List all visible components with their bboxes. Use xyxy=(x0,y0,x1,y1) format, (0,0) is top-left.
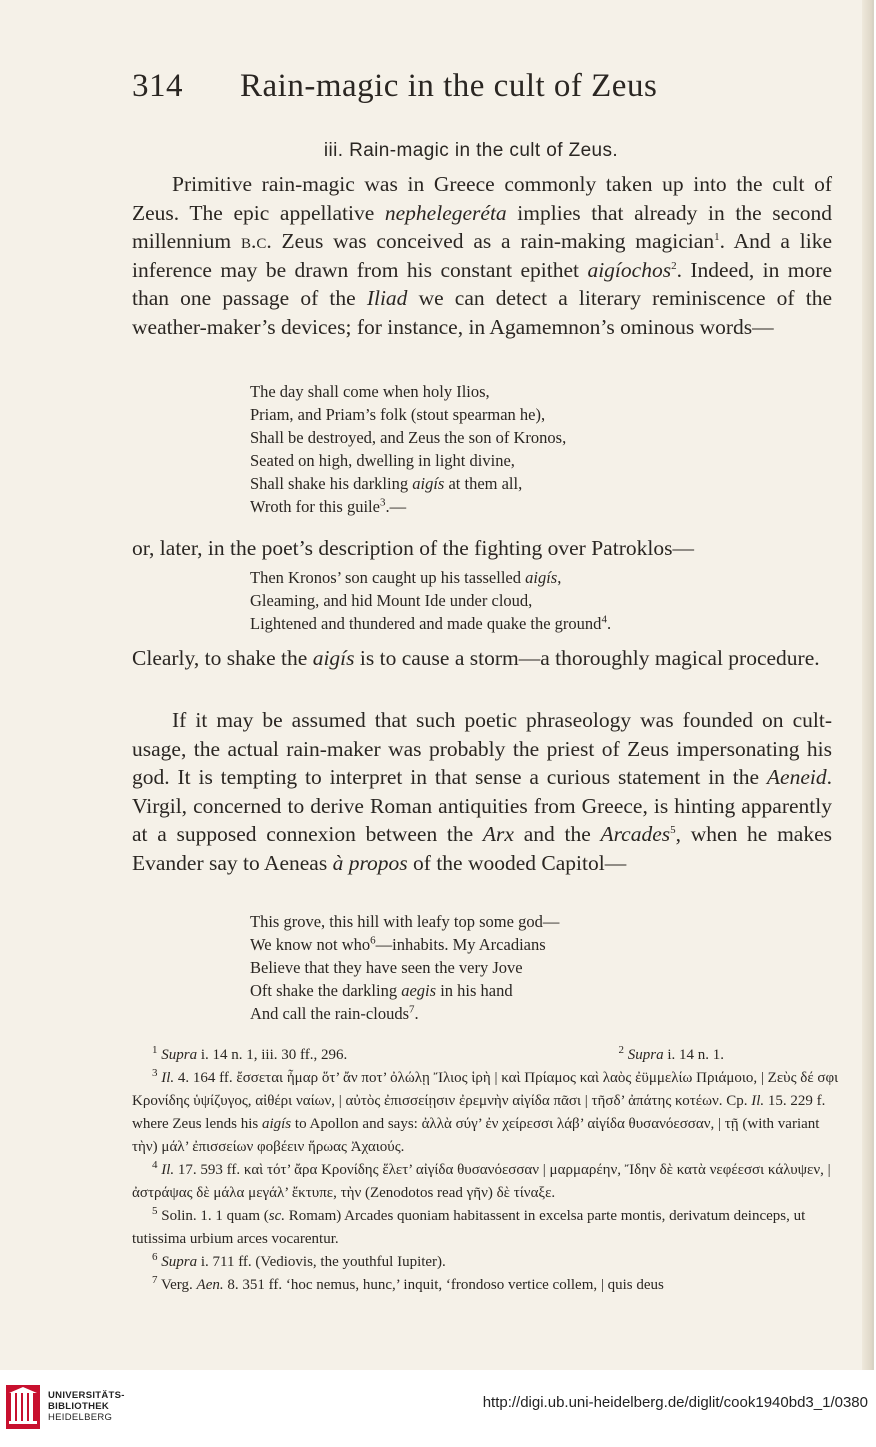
poem-line: Believe that they have seen the very Jove xyxy=(250,958,523,977)
page-number: 314 xyxy=(132,68,183,104)
poem-line: And call the rain-clouds$^7$. xyxy=(250,1003,419,1023)
university-library-logo-icon xyxy=(6,1385,40,1429)
source-url-link[interactable]: http://digi.ub.uni-heidelberg.de/diglit/cook1940bd3_1/0380 xyxy=(482,1394,868,1411)
footnote-4: $^4$ Il. 17. 593 ff. καὶ τότ’ ἄρα Κρονίδης ἕλετ’ αἰγίδα θυσανόεσσαν | μαρμαρέην, Ἴδην δὲ κατὰ νεφέεσσι κάλυψεν, | ἀστράψας δὲ μάλα μεγάλ’ ἔκτυπε, τὴν (Zenodotos read γῆν) δὲ τίναξε. xyxy=(132,1159,831,1201)
footnote-6: $^6$ Supra i. 711 ff. (Vediovis, the youthful Iupiter). xyxy=(152,1251,446,1270)
footnote-5: $^5$ Solin. 1. 1 quam (sc. Romam) Arcades quoniam habitassent in excelsa parte montis, derivatum deinceps, ut tutissima urbium arces vocarentur. xyxy=(132,1205,806,1247)
poem-patroklos xyxy=(250,566,611,635)
poem-line: We know not who$^6$—inhabits. My Arcadians xyxy=(250,934,546,954)
poem-line: Lightened and thundered and made quake the ground$^4$. xyxy=(250,613,612,633)
poem-agamemnon xyxy=(250,380,566,518)
footnote-ref-5: 5 xyxy=(670,823,676,836)
poem-aeneid xyxy=(250,910,559,1025)
poem-line: Shall be destroyed, and Zeus the son of Kronos, xyxy=(250,428,567,447)
library-name: UNIVERSITÄTS- BIBLIOTHEK HEIDELBERG xyxy=(48,1390,125,1423)
page-edge xyxy=(862,0,872,1370)
viewer-footer xyxy=(0,1370,876,1447)
poem-line: Priam, and Priam’s folk (stout spearman he), xyxy=(250,405,546,424)
section-title: iii. Rain-magic in the cult of Zeus. xyxy=(323,140,619,161)
footnote-ref-2: 2 xyxy=(671,259,677,272)
footnotes xyxy=(132,1044,844,1297)
poem-line: Then Kronos’ son caught up his tasselled aigís, xyxy=(250,568,562,587)
footnote-7: $^7$ Verg. Aen. 8. 351 ff. ‘hoc nemus, hunc,’ inquit, ‘frondoso vertice collem, | quis deus xyxy=(152,1274,664,1293)
footnote-ref-1: 1 xyxy=(714,230,720,243)
poem-line: Seated on high, dwelling in light divine, xyxy=(250,451,515,470)
paragraph-clearly: Clearly, to shake the aigís is to cause a storm—a thoroughly magical procedure. xyxy=(132,646,820,670)
paragraph-2: If it may be assumed that such poetic phraseology was founded on cult-usage, the actual rain-maker was probably the priest of Zeus impersonating his god. It is tempting to interpret in that sense a curious statement in the Aeneid. Virgil, concerned to derive Roman antiquities from Greece, is hinting apparently at a supposed connexion between the Arx and the Arcades$^5$, when he makes Evander say to Aeneas à propos of the wooded Capitol— xyxy=(132,708,832,875)
poem-line: The day shall come when holy Ilios, xyxy=(250,382,490,401)
poem-line: Gleaming, and hid Mount Ide under cloud, xyxy=(250,591,533,610)
footnote-3: $^3$ Il. 4. 164 ff. ἔσσεται ἦμαρ ὅτ’ ἄν ποτ’ ὀλώλῃ Ἴλιος ἱρὴ | καὶ Πρίαμος καὶ λαὸς ἐϋμμελίω Πριάμοιο, | Ζεὺς δέ σφι Κρονίδης ὑψίζυγος, αἰθέρι ναίων, | αὐτὸς ἐπισσείῃσιν ἐρεμνὴν αἰγίδα πᾶσι | τῆσδ’ ἀπάτης κοτέων. Cp. Il. 15. 229 f. where Zeus lends his aigís to Apollon and says: ἀλλὰ σύγ’ ἐν χείρεσσι λάβ’ αἰγίδα θυσανόεσσαν, | τῇ (with variant τὴν) μάλ’ ἐπισσείων φοβέειν ἥρωας Ἀχαιούς. xyxy=(132,1067,839,1155)
paragraph-1: Primitive rain-magic was in Greece commonly taken up into the cult of Zeus. The epic appellative nephelegeréta implies that already in the second millennium b.c. Zeus was conceived as a rain-making magician$^1$. And a like inference may be drawn from his constant epithet aigíochos$^2$. Indeed, in more than one passage of the Iliad we can detect a literary reminiscence of the weather-maker’s devices; for instance, in Agamemnon’s ominous words— xyxy=(132,172,833,339)
transition-line: or, later, in the poet’s description of the fighting over Patroklos— xyxy=(132,536,694,560)
footnote-1-2: $^1$ Supra i. 14 n. 1, iii. 30 ff., 296. $^2$ Supra i. 14 n. 1. xyxy=(152,1044,724,1063)
poem-line: Oft shake the darkling aegis in his hand xyxy=(250,981,513,1000)
poem-line: This grove, this hill with leafy top some god— xyxy=(250,912,560,931)
running-title: Rain-magic in the cult of Zeus xyxy=(240,68,658,104)
poem-line: Wroth for this guile$^3$.— xyxy=(250,496,407,516)
poem-line: Shall shake his darkling aigís at them all, xyxy=(250,474,523,493)
running-header xyxy=(132,68,732,105)
